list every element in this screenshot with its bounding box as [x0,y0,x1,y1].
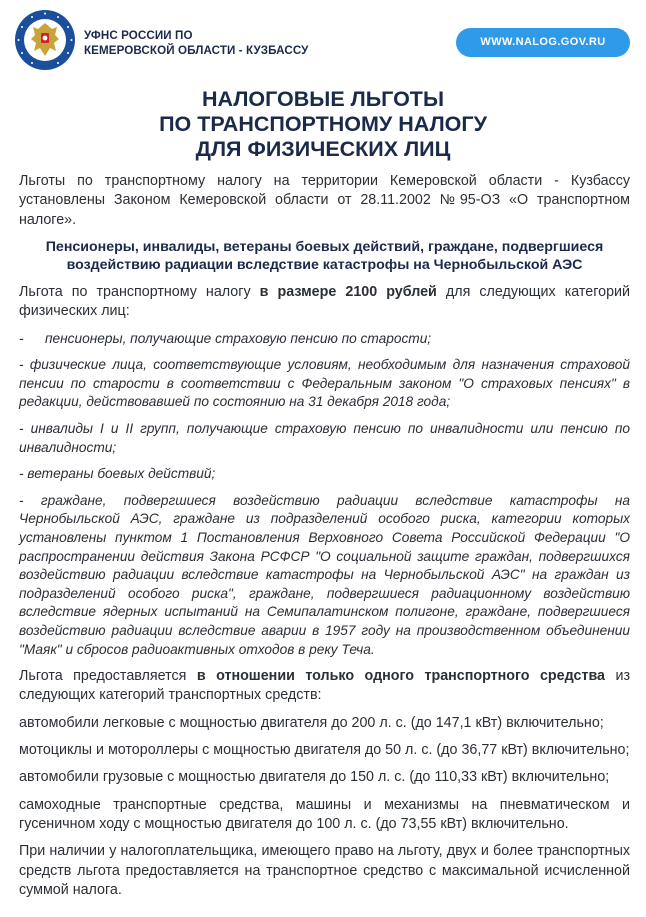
intro-paragraph: Льготы по транспортному налогу на территории Кемеровской области - Кузбассу установлены Законом Кемеровской области от 28.11.2002 №95-ОЗ «О транспортном налоге». [19,173,630,228]
page-title [0,87,646,162]
category-item [19,465,630,484]
category-text: пенсионеры, получающие страховую пенсию по старости; [45,330,432,346]
category-item [19,356,630,412]
tax-service-emblem-icon [14,9,76,71]
category-item [19,330,630,349]
benefit-amount: в размере 2100 рублей [259,284,437,301]
website-link-button[interactable]: WWW.NALOG.GOV.RU [456,28,630,57]
org-line-1: УФНС РОССИИ ПО [84,29,193,42]
organization-name [84,28,308,58]
benefit-paragraph [19,283,630,322]
benefit-text-after: для следующих категорий физических лиц: [19,284,631,320]
vehicle-rule-paragraph [19,667,630,706]
closing-paragraph: При наличии у налогоплательщика, имеющего право на льготу, двух и более транспортных средств льгота предоставляется на транспортное средство с максимальной исчисленной суммой налога. [19,843,630,898]
category-text: ветераны боевых действий; [27,466,216,482]
header [0,0,646,86]
benefit-text-before: Льгота по транспортному налогу [19,284,260,301]
vehicle-item: самоходные транспортные средства, машины и механизмы на пневматическом и гусеничном ходу с мощностью двигателя до 100 л. с. (до 73,55 кВт) включительно. [19,796,630,832]
org-line-2: КЕМЕРОВСКОЙ ОБЛАСТИ - КУЗБАССУ [84,44,309,57]
category-text: инвалиды I и II групп, получающие страховую пенсию по инвалидности или пенсию по инвалидности; [19,421,630,455]
list-dash: - [19,357,24,373]
vehicle-item: мотоциклы и мотороллеры с мощностью двигателя до 50 л. с. (до 36,77 кВт) включительно; [19,742,630,759]
list-dash: - [19,466,24,482]
vehicle-rule-after: из следующих категорий транспортных средств: [19,668,631,704]
section-subheading: Пенсионеры, инвалиды, ветераны боевых действий, граждане, подвергшиеся воздействию радиации вследствие катастрофы на Чернобыльской АЭС [45,238,604,274]
document-body [19,172,630,900]
category-item [19,420,630,457]
vehicle-item: автомобили грузовые с мощностью двигателя до 150 л. с. (до 110,33 кВт) включительно; [19,769,610,786]
list-dash: - [19,421,24,437]
title-line-2: ПО ТРАНСПОРТНОМУ НАЛОГУ [159,112,487,136]
vehicle-item: автомобили легковые с мощностью двигателя до 200 л. с. (до 147,1 кВт) включительно; [19,714,604,731]
category-item [19,492,630,659]
title-line-3: ДЛЯ ФИЗИЧЕСКИХ ЛИЦ [195,137,451,161]
vehicle-rule-emphasis: в отношении только одного транспортного средства [196,668,606,685]
category-text: физические лица, соответствующие условиям, необходимым для назначения страховой пенсии по старости в соответствии с Федеральным законом "О страховых пенсиях" в редакции, действовавшей по состоянию на 31 декабря 2018 года; [19,357,630,410]
category-text: граждане, подвергшиеся воздействию радиации вследствие катастрофы на Чернобыльской АЭС, граждане из подразделений особого риска, категории которых установлены пунктом 1 Постановления Верховного Совета Российской Федерации "О распространении действия Закона РСФСР "О социальной защите граждан, подвергшихся воздействию радиации вследствие катастрофы на Чернобыльской АЭС" на граждан из подразделений особого риска", граждане, подвергшиеся радиационному воздействию вследствие ядерных испытаний на Семипалатинском полигоне, граждане, подвергшиеся воздействию радиации вследствие аварии в 1957 году на производственном объединении "Маяк" и сбросов радиоактивных отходов в реку Теча. [19,492,630,657]
list-dash: - [19,330,24,346]
vehicle-rule-before: Льгота предоставляется [19,668,197,685]
title-line-1: НАЛОГОВЫЕ ЛЬГОТЫ [202,87,444,111]
list-dash: - [19,492,24,508]
